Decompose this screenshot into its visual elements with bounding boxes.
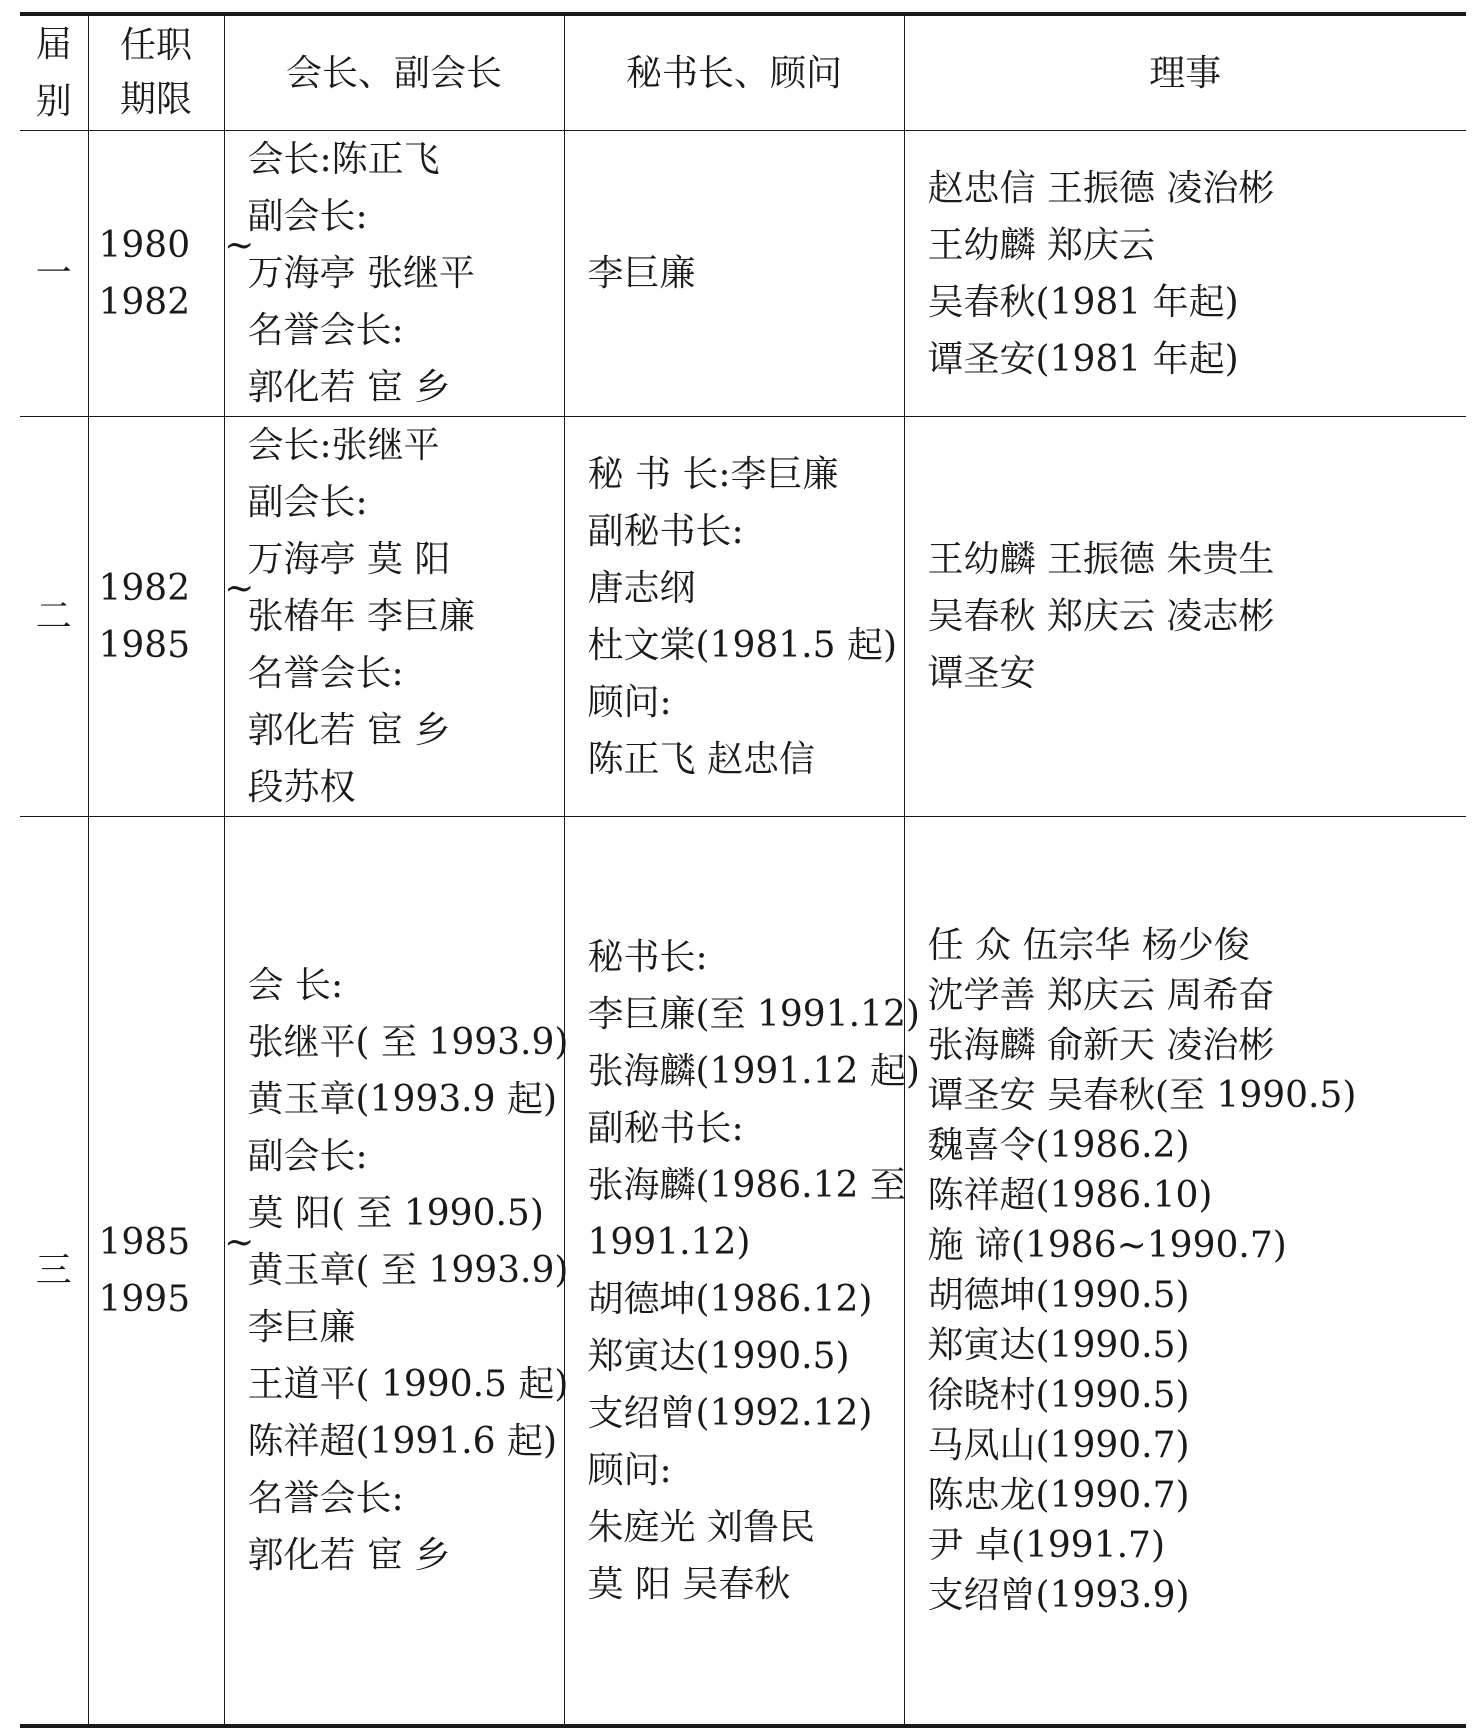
- presidents-cell: [224, 417, 564, 817]
- cell-line: 顾问:: [587, 1449, 672, 1491]
- cell-line: 李巨廉(至 1991.12): [587, 993, 920, 1035]
- directors-cell: [904, 817, 1466, 1727]
- session-number: 三: [20, 817, 88, 1727]
- cell-line: 王幼麟 王振德 朱贵生: [927, 539, 1275, 580]
- term-tilde: ~: [224, 1221, 255, 1263]
- cell-line: 王道平( 1990.5 起): [247, 1364, 569, 1405]
- header-directors: 理事: [904, 14, 1466, 131]
- cell-line: 莫 阳 吴春秋: [587, 1563, 791, 1605]
- cell-line: 副会长:: [247, 1136, 368, 1177]
- cell-line: 张海麟 俞新天 凌治彬: [927, 1024, 1275, 1066]
- term-end: 1995: [98, 1278, 191, 1320]
- cell-line: 会 长:: [247, 965, 344, 1006]
- cell-line: 郑寅达(1990.5): [927, 1324, 1190, 1366]
- cell-line: 谭圣安 吴春秋(至 1990.5): [927, 1074, 1357, 1116]
- cell-line: 陈祥超(1986.10): [927, 1174, 1213, 1216]
- term-period: [88, 417, 255, 817]
- presidents-cell: [224, 817, 569, 1727]
- session-number: 一: [20, 131, 88, 417]
- cell-line: 1991.12): [587, 1221, 751, 1263]
- cell-line: 万海亭 莫 阳: [247, 539, 451, 580]
- header-row: [20, 14, 1466, 131]
- cell-line: 谭圣安: [927, 653, 1036, 694]
- cell-line: 谭圣安(1981 年起): [927, 338, 1239, 380]
- secretaries-cell: [564, 817, 920, 1727]
- directors-cell: [904, 131, 1466, 417]
- cell-line: 徐晓村(1990.5): [927, 1374, 1190, 1416]
- cell-line: 吴春秋 郑庆云 凌志彬: [927, 596, 1275, 637]
- cell-line: 黄玉章(1993.9 起): [247, 1079, 557, 1120]
- cell-line: 会长:陈正飞: [247, 139, 440, 180]
- cell-line: 吴春秋(1981 年起): [927, 281, 1239, 323]
- cell-line: 名誉会长:: [247, 653, 404, 694]
- term-period: [88, 131, 255, 417]
- cell-line: 莫 阳( 至 1990.5): [247, 1193, 544, 1234]
- cell-line: 李巨廉: [587, 253, 696, 294]
- cell-line: 名誉会长:: [247, 310, 404, 351]
- cell-line: 会长:张继平: [247, 425, 440, 466]
- cell-line: 副会长:: [247, 482, 368, 523]
- cell-line: 胡德坤(1986.12): [587, 1278, 873, 1320]
- cell-line: 郭化若 宦 乡: [247, 710, 451, 751]
- cell-line: 秘 书 长:李巨廉: [587, 453, 839, 495]
- term-tilde: ~: [224, 224, 255, 266]
- cell-line: 万海亭 张继平: [247, 253, 475, 294]
- session-row: [20, 417, 1466, 817]
- cell-line: 顾问:: [587, 681, 672, 723]
- term-end: 1985: [98, 624, 191, 666]
- cell-line: 副秘书长:: [587, 510, 744, 552]
- cell-line: 马凤山(1990.7): [927, 1424, 1190, 1466]
- term-tilde: ~: [224, 567, 255, 609]
- cell-line: 副秘书长:: [587, 1107, 744, 1149]
- cell-line: 郭化若 宦 乡: [247, 367, 451, 408]
- cell-line: 张海麟(1986.12 至: [587, 1164, 906, 1206]
- cell-line: 支绍曾(1992.12): [587, 1392, 873, 1434]
- cell-line: 杜文棠(1981.5 起): [587, 624, 897, 666]
- cell-line: 陈忠龙(1990.7): [927, 1474, 1190, 1516]
- term-start: 1980: [98, 224, 191, 266]
- header-presidents: 会长、副会长: [224, 14, 564, 131]
- council-history-table: [20, 12, 1466, 1728]
- cell-line: 胡德坤(1990.5): [927, 1274, 1190, 1316]
- term-start: 1982: [98, 567, 191, 609]
- session-row: [20, 131, 1466, 417]
- cell-line: 尹 卓(1991.7): [927, 1524, 1165, 1566]
- session-row: [20, 817, 1466, 1727]
- cell-line: 名誉会长:: [247, 1478, 404, 1519]
- cell-line: 陈正飞 赵忠信: [587, 738, 815, 780]
- cell-line: 施 谛(1986~1990.7): [927, 1224, 1287, 1266]
- cell-line: 郑寅达(1990.5): [587, 1335, 850, 1377]
- cell-line: 赵忠信 王振德 凌治彬: [927, 167, 1275, 209]
- term-end: 1982: [98, 281, 191, 323]
- cell-line: 张海麟(1991.12 起): [587, 1050, 920, 1092]
- header-secretaries: 秘书长、顾问: [564, 14, 904, 131]
- term-start: 1985: [98, 1221, 191, 1263]
- secretaries-cell: [564, 417, 904, 817]
- cell-line: 郭化若 宦 乡: [247, 1535, 451, 1576]
- header-term-line1: 任职: [119, 25, 192, 66]
- cell-line: 段苏权: [247, 767, 356, 808]
- cell-line: 张椿年 李巨廉: [247, 596, 475, 637]
- cell-line: 副会长:: [247, 196, 368, 237]
- cell-line: 沈学善 郑庆云 周希奋: [927, 974, 1275, 1016]
- header-term: [88, 14, 224, 131]
- session-number: 二: [20, 417, 88, 817]
- term-period: [88, 817, 255, 1727]
- cell-line: 任 众 伍宗华 杨少俊: [927, 924, 1250, 966]
- cell-line: 王幼麟 郑庆云: [927, 224, 1155, 266]
- cell-line: 陈祥超(1991.6 起): [247, 1421, 557, 1462]
- cell-line: 唐志纲: [587, 567, 696, 609]
- presidents-cell: [224, 131, 564, 417]
- directors-cell: [904, 417, 1466, 817]
- secretaries-cell: [564, 131, 904, 417]
- cell-line: 张继平( 至 1993.9): [247, 1022, 569, 1063]
- header-term-line2: 期限: [119, 79, 192, 120]
- cell-line: 李巨廉: [247, 1307, 356, 1348]
- cell-line: 支绍曾(1993.9): [927, 1574, 1190, 1616]
- cell-line: 朱庭光 刘鲁民: [587, 1506, 815, 1548]
- cell-line: 黄玉章( 至 1993.9): [247, 1250, 569, 1291]
- cell-line: 魏喜令(1986.2): [927, 1124, 1190, 1166]
- cell-line: 秘书长:: [587, 936, 708, 978]
- header-session: 届别: [20, 14, 88, 131]
